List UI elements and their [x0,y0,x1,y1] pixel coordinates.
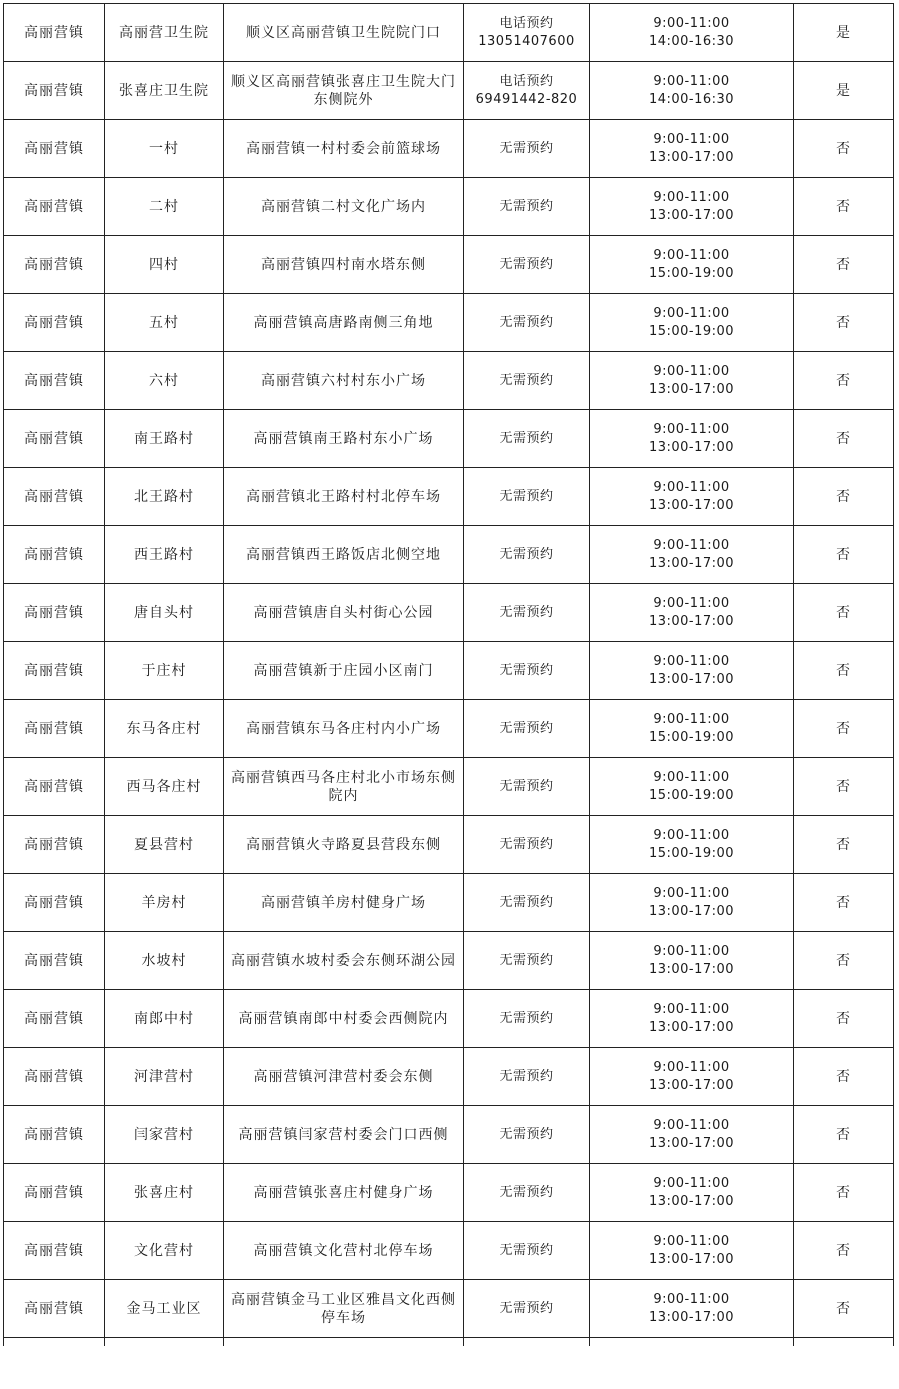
booking-cell [464,236,590,294]
table-row [4,294,894,352]
town-cell: 高丽营镇 [4,120,105,178]
booking-cell [464,178,590,236]
booking-line: 电话预约 [499,15,554,31]
appointment-flag-cell: 否 [794,526,894,584]
appointment-flag-cell: 否 [794,1280,894,1338]
booking-line: 无需预约 [499,1068,554,1084]
table-row-partial [4,1338,894,1347]
town-cell: 高丽营镇 [4,932,105,990]
address-cell: 高丽营镇东马各庄村内小广场 [224,700,464,758]
hours-cell [590,526,794,584]
hours-line: 9:00-11:00 [653,363,730,379]
address-cell: 高丽营镇西马各庄村北小市场东侧院内 [224,758,464,816]
hours-line: 9:00-11:00 [653,1291,730,1307]
empty-cell [224,1338,464,1347]
booking-cell [464,62,590,120]
hours-line: 13:00-17:00 [648,207,735,223]
booking-line: 无需预约 [499,140,554,156]
booking-line: 无需预约 [499,372,554,388]
booking-line: 无需预约 [499,256,554,272]
hours-line: 9:00-11:00 [653,131,730,147]
hours-cell [590,352,794,410]
hours-line: 13:00-17:00 [648,1251,735,1267]
hours-line: 13:00-17:00 [648,1309,735,1325]
hours-line: 15:00-19:00 [648,323,735,339]
address-cell: 高丽营镇二村文化广场内 [224,178,464,236]
hours-line: 13:00-17:00 [648,1019,735,1035]
address-cell: 高丽营镇唐自头村街心公园 [224,584,464,642]
booking-line: 无需预约 [499,604,554,620]
table-row [4,4,894,62]
booking-cell [464,700,590,758]
town-cell: 高丽营镇 [4,1164,105,1222]
address-cell: 高丽营镇四村南水塔东侧 [224,236,464,294]
table-row [4,120,894,178]
hours-line: 9:00-11:00 [653,943,730,959]
town-cell: 高丽营镇 [4,468,105,526]
hours-line: 9:00-11:00 [653,653,730,669]
address-cell: 高丽营镇一村村委会前篮球场 [224,120,464,178]
appointment-flag-cell: 否 [794,990,894,1048]
hours-cell [590,642,794,700]
hours-line: 13:00-17:00 [648,961,735,977]
booking-cell [464,1222,590,1280]
hours-line: 9:00-11:00 [653,1001,730,1017]
booking-cell [464,874,590,932]
empty-cell [105,1338,224,1347]
booking-cell [464,120,590,178]
hours-line: 9:00-11:00 [653,421,730,437]
appointment-flag-cell: 否 [794,932,894,990]
hours-line: 14:00-16:30 [648,91,735,107]
appointment-flag-cell: 否 [794,410,894,468]
hours-line: 15:00-19:00 [648,787,735,803]
hours-cell [590,62,794,120]
site-name-cell: 张喜庄卫生院 [105,62,224,120]
site-name-cell: 金马工业区 [105,1280,224,1338]
address-cell: 顺义区高丽营镇卫生院院门口 [224,4,464,62]
booking-line: 13051407600 [478,33,575,49]
hours-line: 13:00-17:00 [648,613,735,629]
town-cell: 高丽营镇 [4,1048,105,1106]
site-name-cell: 南郎中村 [105,990,224,1048]
hours-line: 9:00-11:00 [653,885,730,901]
appointment-flag-cell: 否 [794,236,894,294]
site-name-cell: 高丽营卫生院 [105,4,224,62]
booking-line: 无需预约 [499,836,554,852]
town-cell: 高丽营镇 [4,874,105,932]
site-name-cell: 水坡村 [105,932,224,990]
town-cell: 高丽营镇 [4,526,105,584]
hours-line: 13:00-17:00 [648,381,735,397]
hours-cell [590,1164,794,1222]
site-name-cell: 羊房村 [105,874,224,932]
hours-line: 9:00-11:00 [653,1117,730,1133]
hours-line: 15:00-19:00 [648,729,735,745]
table-body [4,4,894,1347]
booking-line: 无需预约 [499,1126,554,1142]
hours-line: 9:00-11:00 [653,1175,730,1191]
hours-line: 15:00-19:00 [648,845,735,861]
hours-line: 9:00-11:00 [653,537,730,553]
booking-cell [464,990,590,1048]
address-cell: 高丽营镇北王路村村北停车场 [224,468,464,526]
site-name-cell: 闫家营村 [105,1106,224,1164]
booking-line: 69491442-820 [475,91,578,107]
booking-cell [464,932,590,990]
table-row [4,178,894,236]
booking-cell [464,1280,590,1338]
address-cell: 高丽营镇新于庄园小区南门 [224,642,464,700]
site-name-cell: 夏县营村 [105,816,224,874]
table-row [4,584,894,642]
site-name-cell: 二村 [105,178,224,236]
empty-cell [590,1338,794,1347]
table-row [4,1164,894,1222]
hours-line: 9:00-11:00 [653,189,730,205]
address-cell: 高丽营镇羊房村健身广场 [224,874,464,932]
hours-cell [590,584,794,642]
hours-line: 13:00-17:00 [648,1135,735,1151]
town-cell: 高丽营镇 [4,62,105,120]
table-row [4,642,894,700]
appointment-flag-cell: 否 [794,700,894,758]
booking-cell [464,758,590,816]
hours-cell [590,178,794,236]
hours-cell [590,758,794,816]
table-row [4,352,894,410]
address-cell: 高丽营镇文化营村北停车场 [224,1222,464,1280]
table-row [4,874,894,932]
town-cell: 高丽营镇 [4,642,105,700]
booking-line: 无需预约 [499,314,554,330]
table-row [4,990,894,1048]
booking-line: 无需预约 [499,952,554,968]
appointment-flag-cell: 否 [794,816,894,874]
hours-cell [590,120,794,178]
hours-line: 9:00-11:00 [653,479,730,495]
hours-line: 13:00-17:00 [648,1193,735,1209]
address-cell: 顺义区高丽营镇张喜庄卫生院大门东侧院外 [224,62,464,120]
site-name-cell: 东马各庄村 [105,700,224,758]
town-cell: 高丽营镇 [4,700,105,758]
hours-line: 15:00-19:00 [648,265,735,281]
hours-line: 9:00-11:00 [653,1059,730,1075]
address-cell: 高丽营镇六村村东小广场 [224,352,464,410]
site-name-cell: 五村 [105,294,224,352]
table-row [4,758,894,816]
booking-cell [464,4,590,62]
table-row [4,526,894,584]
hours-line: 9:00-11:00 [653,769,730,785]
hours-line: 13:00-17:00 [648,671,735,687]
booking-cell [464,1164,590,1222]
table-row [4,62,894,120]
booking-line: 无需预约 [499,1184,554,1200]
site-name-cell: 一村 [105,120,224,178]
hours-line: 9:00-11:00 [653,15,730,31]
booking-cell [464,816,590,874]
table-row [4,816,894,874]
hours-line: 9:00-11:00 [653,247,730,263]
hours-cell [590,4,794,62]
address-cell: 高丽营镇金马工业区雅昌文化西侧停车场 [224,1280,464,1338]
booking-line: 无需预约 [499,894,554,910]
appointment-flag-cell: 否 [794,584,894,642]
hours-cell [590,1280,794,1338]
site-name-cell: 西马各庄村 [105,758,224,816]
table-row [4,1280,894,1338]
address-cell: 高丽营镇火寺路夏县营段东侧 [224,816,464,874]
hours-line: 9:00-11:00 [653,711,730,727]
site-name-cell: 六村 [105,352,224,410]
table-row [4,1048,894,1106]
town-cell: 高丽营镇 [4,178,105,236]
hours-cell [590,236,794,294]
site-name-cell: 四村 [105,236,224,294]
site-name-cell: 西王路村 [105,526,224,584]
hours-line: 9:00-11:00 [653,73,730,89]
address-cell: 高丽营镇水坡村委会东侧环湖公园 [224,932,464,990]
town-cell: 高丽营镇 [4,1280,105,1338]
empty-cell [464,1338,590,1347]
hours-cell [590,932,794,990]
booking-cell [464,1048,590,1106]
appointment-flag-cell: 否 [794,758,894,816]
empty-cell [794,1338,894,1347]
town-cell: 高丽营镇 [4,584,105,642]
table-row [4,700,894,758]
vaccination-site-table [3,3,894,1346]
site-name-cell: 张喜庄村 [105,1164,224,1222]
table-row [4,410,894,468]
hours-line: 13:00-17:00 [648,555,735,571]
address-cell: 高丽营镇河津营村委会东侧 [224,1048,464,1106]
booking-line: 无需预约 [499,662,554,678]
hours-line: 9:00-11:00 [653,595,730,611]
table-row [4,236,894,294]
booking-cell [464,526,590,584]
appointment-flag-cell: 是 [794,4,894,62]
appointment-flag-cell: 否 [794,1106,894,1164]
booking-line: 无需预约 [499,546,554,562]
hours-cell [590,1106,794,1164]
hours-cell [590,990,794,1048]
hours-cell [590,816,794,874]
hours-cell [590,1222,794,1280]
hours-line: 13:00-17:00 [648,1077,735,1093]
town-cell: 高丽营镇 [4,758,105,816]
town-cell: 高丽营镇 [4,1106,105,1164]
hours-cell [590,1048,794,1106]
hours-line: 9:00-11:00 [653,1233,730,1249]
hours-line: 13:00-17:00 [648,439,735,455]
site-name-cell: 唐自头村 [105,584,224,642]
appointment-flag-cell: 否 [794,642,894,700]
address-cell: 高丽营镇闫家营村委会门口西侧 [224,1106,464,1164]
site-name-cell: 北王路村 [105,468,224,526]
town-cell: 高丽营镇 [4,236,105,294]
table-row [4,932,894,990]
booking-cell [464,1106,590,1164]
booking-line: 无需预约 [499,720,554,736]
town-cell: 高丽营镇 [4,990,105,1048]
town-cell: 高丽营镇 [4,352,105,410]
town-cell: 高丽营镇 [4,410,105,468]
booking-cell [464,294,590,352]
address-cell: 高丽营镇南王路村东小广场 [224,410,464,468]
hours-cell [590,468,794,526]
hours-line: 9:00-11:00 [653,827,730,843]
site-name-cell: 河津营村 [105,1048,224,1106]
hours-line: 13:00-17:00 [648,149,735,165]
hours-line: 9:00-11:00 [653,305,730,321]
site-name-cell: 于庄村 [105,642,224,700]
hours-cell [590,874,794,932]
table-row [4,468,894,526]
appointment-flag-cell: 否 [794,468,894,526]
appointment-flag-cell: 否 [794,178,894,236]
site-name-cell: 文化营村 [105,1222,224,1280]
booking-line: 无需预约 [499,488,554,504]
table-row [4,1106,894,1164]
booking-cell [464,352,590,410]
address-cell: 高丽营镇南郎中村委会西侧院内 [224,990,464,1048]
town-cell: 高丽营镇 [4,816,105,874]
booking-cell [464,468,590,526]
address-cell: 高丽营镇高唐路南侧三角地 [224,294,464,352]
hours-cell [590,410,794,468]
town-cell: 高丽营镇 [4,4,105,62]
hours-line: 13:00-17:00 [648,903,735,919]
booking-line: 无需预约 [499,1010,554,1026]
booking-line: 无需预约 [499,1300,554,1316]
appointment-flag-cell: 否 [794,1222,894,1280]
booking-cell [464,584,590,642]
appointment-flag-cell: 否 [794,874,894,932]
address-cell: 高丽营镇张喜庄村健身广场 [224,1164,464,1222]
booking-line: 无需预约 [499,778,554,794]
hours-cell [590,294,794,352]
appointment-flag-cell: 否 [794,352,894,410]
booking-cell [464,410,590,468]
appointment-flag-cell: 是 [794,62,894,120]
hours-line: 14:00-16:30 [648,33,735,49]
town-cell: 高丽营镇 [4,1222,105,1280]
appointment-flag-cell: 否 [794,1164,894,1222]
appointment-flag-cell: 否 [794,120,894,178]
appointment-flag-cell: 否 [794,294,894,352]
table-row [4,1222,894,1280]
booking-line: 电话预约 [499,73,554,89]
hours-cell [590,700,794,758]
hours-line: 13:00-17:00 [648,497,735,513]
empty-cell [4,1338,105,1347]
appointment-flag-cell: 否 [794,1048,894,1106]
site-name-cell: 南王路村 [105,410,224,468]
booking-line: 无需预约 [499,1242,554,1258]
town-cell: 高丽营镇 [4,294,105,352]
address-cell: 高丽营镇西王路饭店北侧空地 [224,526,464,584]
booking-line: 无需预约 [499,430,554,446]
booking-line: 无需预约 [499,198,554,214]
booking-cell [464,642,590,700]
